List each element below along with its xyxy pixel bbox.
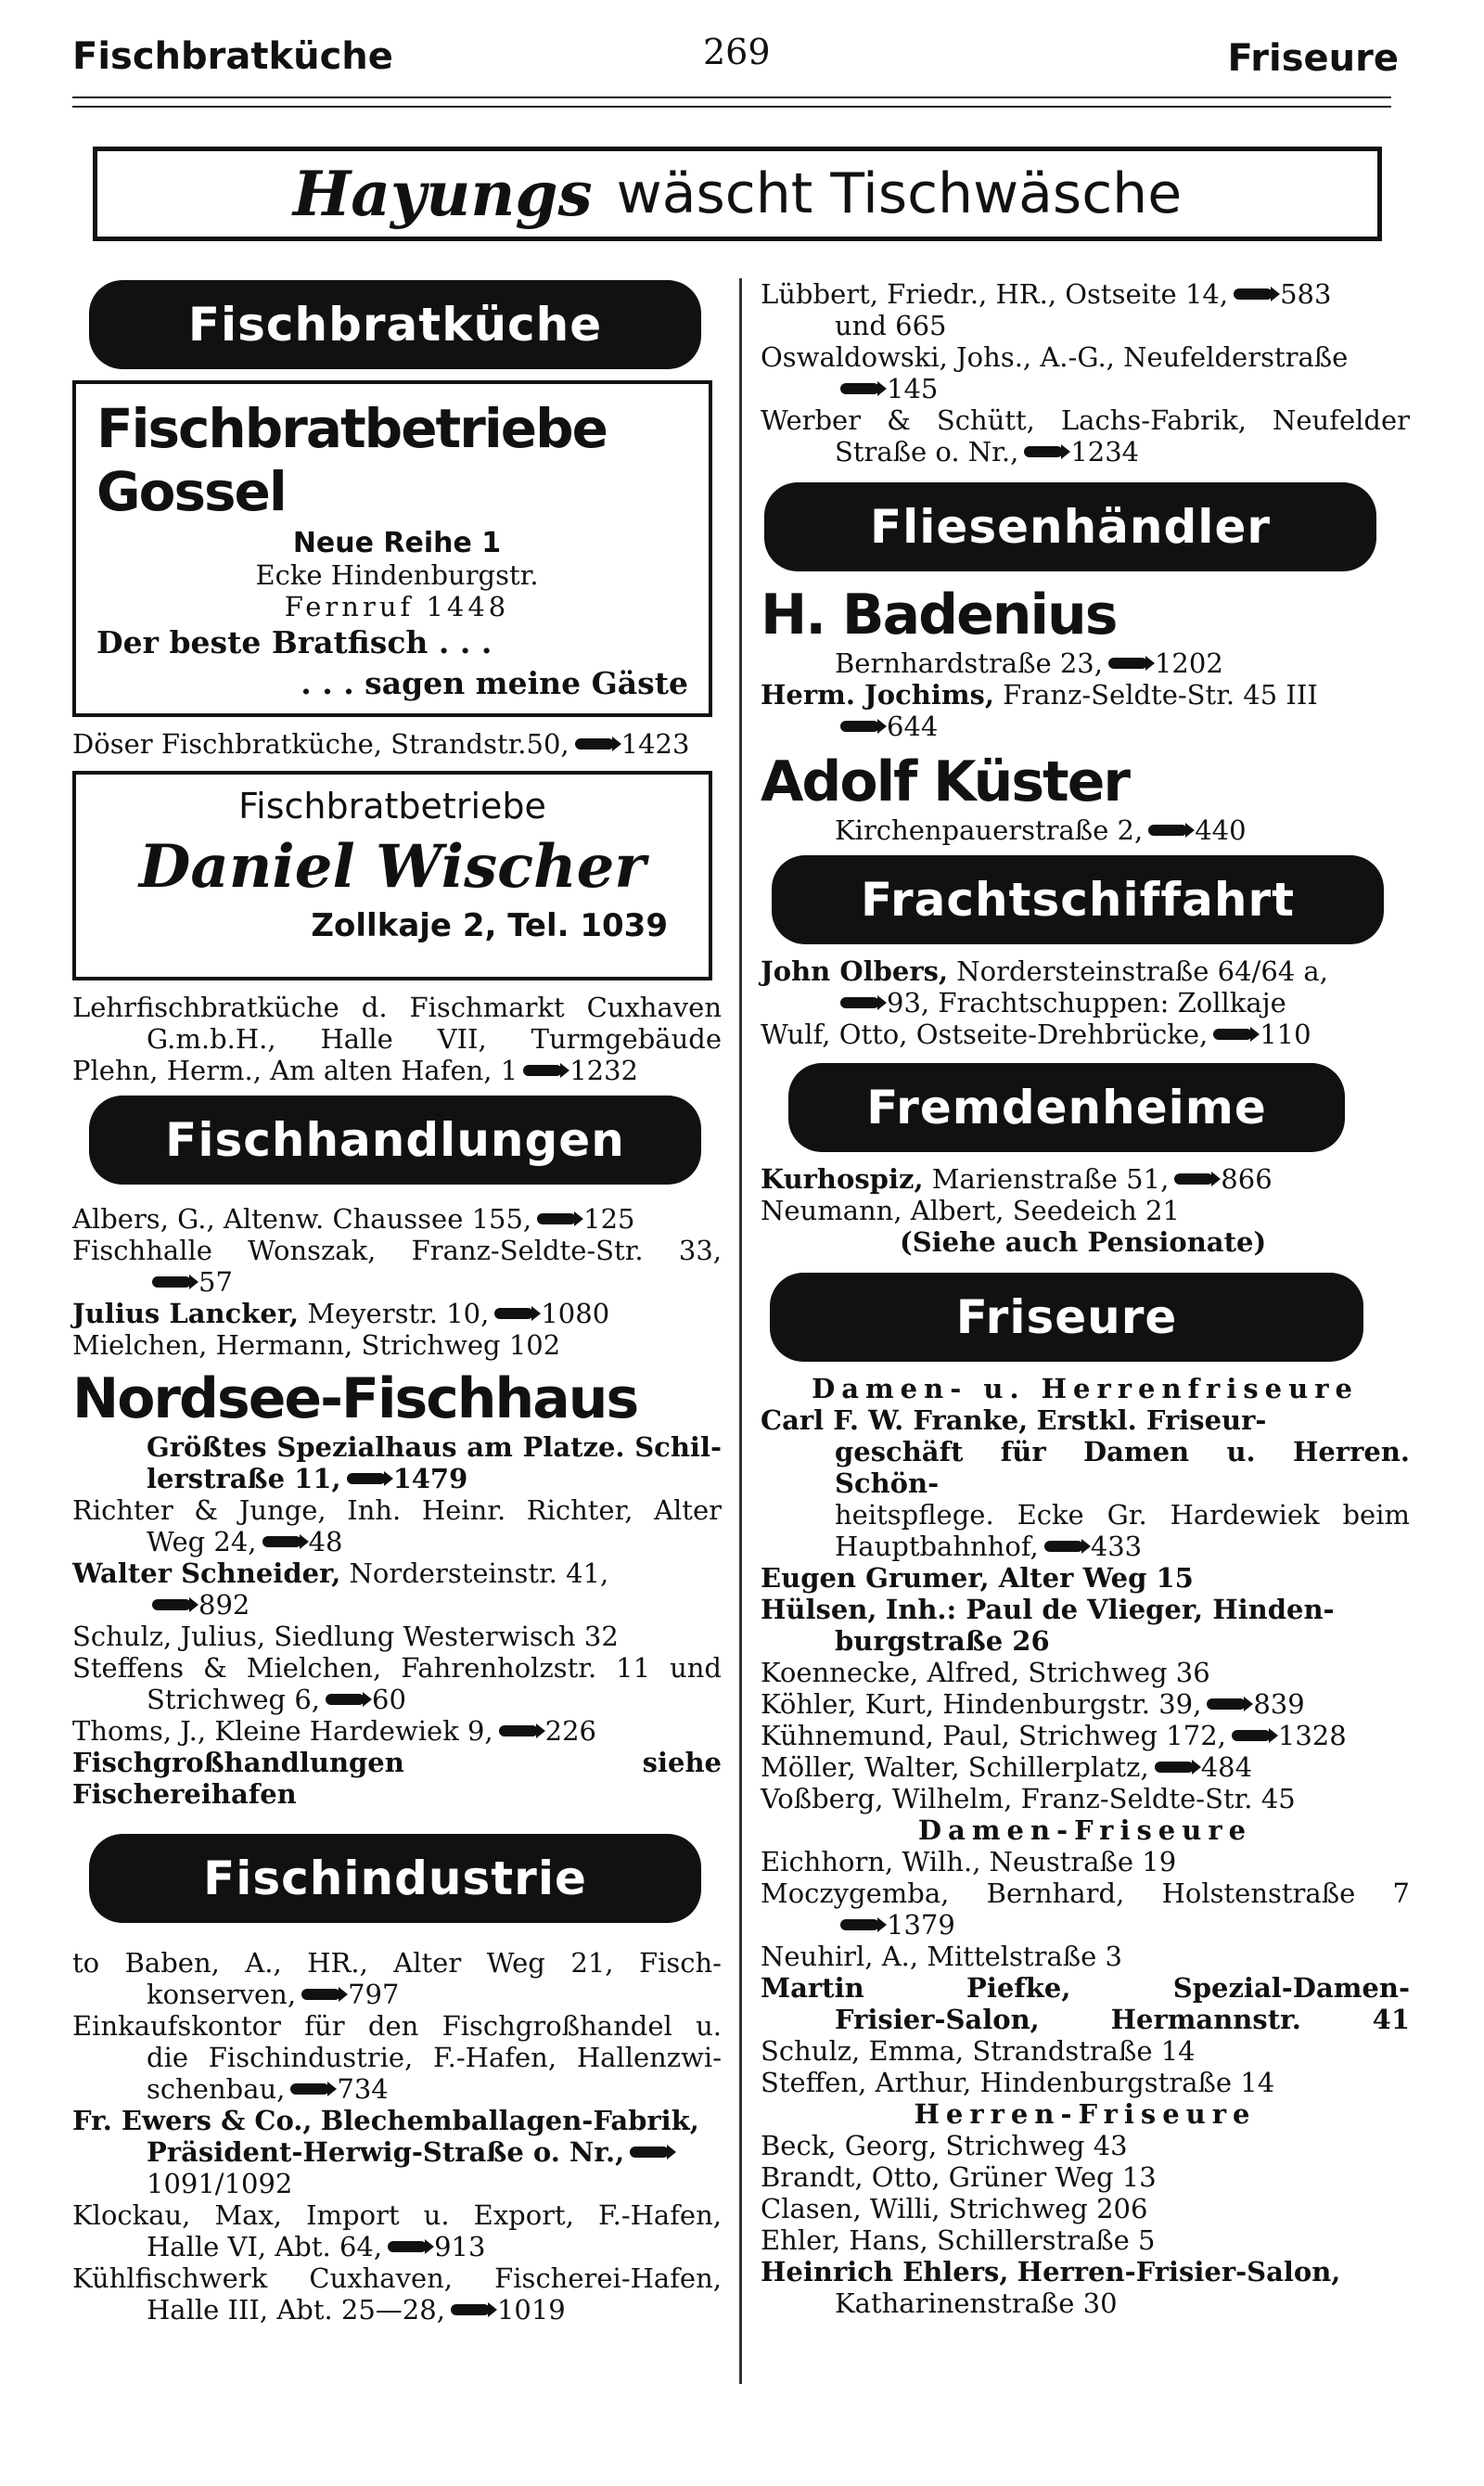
entry-grumer: Eugen Grumer, Alter Weg 15: [761, 1562, 1194, 1594]
phone-icon: [537, 1213, 576, 1224]
entry-ehlers-rest: Herren-Frisier-Salon,: [1017, 2256, 1341, 2287]
entry-neuhirl: Neuhirl, A., Mittelstraße 3: [761, 1941, 1122, 1972]
ad-gossel-street: Neue Reihe 1: [292, 527, 502, 559]
section-heading-fischindustrie: Fischindustrie: [89, 1834, 701, 1923]
entry-wulf-phone: 110: [1260, 1019, 1311, 1050]
entry-wulf: [761, 1019, 1410, 1050]
kuester-street: [761, 814, 1410, 846]
entry-klockau-l1: Klockau, Max, Import u. Export, F.-Hafen,: [72, 2199, 722, 2231]
entry-klockau-phone: 913: [434, 2231, 486, 2262]
entry-huelsen-l2: burgstraße 26: [835, 1625, 1050, 1657]
entry-albers-text: Albers, G., Altenw. Chaussee 155,: [72, 1203, 532, 1235]
section-heading-fremden: Fremdenheime: [788, 1063, 1345, 1152]
entry-moeller-phone: 484: [1200, 1751, 1253, 1783]
phone-icon: [1232, 1730, 1271, 1741]
entry-piefke-l2: Frisier-Salon, Hermannstr. 41: [835, 2004, 1410, 2035]
entry-franke-l1: [761, 1404, 1410, 1436]
kuester-street-text: Kirchenpauerstraße 2,: [835, 814, 1144, 846]
entry-franke-l2: geschäft für Damen u. Herren. Schön-: [835, 1436, 1410, 1499]
phone-icon: [840, 1919, 879, 1930]
entry-kuehl-l1: Kühlfischwerk Cuxhaven, Fischerei-Hafen,: [72, 2262, 722, 2294]
phone-icon: [1044, 1541, 1083, 1552]
entry-doeser-text: Döser Fischbratküche, Strandstr.50,: [72, 728, 569, 760]
nordsee-l1: Größtes Spezialhaus am Platze. Schil-: [147, 1431, 722, 1463]
entry-richter-l2: [72, 1526, 722, 1557]
entry-neumann: Neumann, Albert, Seedeich 21: [761, 1195, 1180, 1226]
entry-schulz-emma: Schulz, Emma, Strandstraße 14: [761, 2035, 1196, 2067]
entry-werber-text: Straße o. Nr.,: [835, 436, 1019, 468]
ad-gossel: [72, 380, 712, 717]
entry-plehn: [72, 1055, 722, 1086]
entry-ehlers-l1: [761, 2256, 1410, 2287]
entry-oswaldowski-l1: Oswaldowski, Johs., A.-G., Neufelderstraße: [761, 341, 1349, 373]
entry-kontor-l1: Einkaufskontor für den Fischgroßhandel u.: [72, 2010, 722, 2042]
section-heading-fischhandlungen: Fischhandlungen: [89, 1096, 701, 1185]
entry-olbers-l2rest: Frachtschuppen: Zollkaje: [938, 987, 1286, 1019]
entry-franke-text: Hauptbahnhof,: [835, 1531, 1039, 1562]
entry-ehler: Ehler, Hans, Schillerstraße 5: [761, 2224, 1156, 2256]
entry-olbers-name: John Olbers,: [761, 955, 949, 987]
entry-klockau-text: Halle VI, Abt. 64,: [147, 2231, 383, 2262]
entry-huelsen-rest: Inh.: Paul de Vlieger, Hinden-: [885, 1594, 1335, 1625]
phone-icon: [1148, 825, 1187, 836]
ad-gossel-corner: Ecke Hindenburgstr.: [255, 559, 539, 591]
ad-gossel-slogan2: . . . sagen meine Gäste: [301, 665, 688, 701]
entry-klockau-l2: [72, 2231, 722, 2262]
entry-mielchen: Mielchen, Hermann, Strichweg 102: [72, 1329, 561, 1361]
entry-schneider-phone: 892: [198, 1589, 250, 1621]
entry-werber-l1: Werber & Schütt, Lachs-Fabrik, Neufelder: [761, 404, 1410, 436]
entry-ewers-rest: Blechemballagen-Fabrik,: [320, 2105, 699, 2136]
entry-kurhospiz-phone: 866: [1221, 1163, 1273, 1195]
entry-kuehnemund-text: Kühnemund, Paul, Strichweg 172,: [761, 1720, 1226, 1751]
entry-schneider-l2: [72, 1589, 722, 1621]
entry-pension-ref: (Siehe auch Pensionate): [900, 1226, 1267, 1258]
entry-franke-name: Carl F. W. Franke,: [761, 1404, 1029, 1436]
ad-gossel-title: Fischbratbetriebe Gossel: [96, 397, 607, 523]
entry-jochims-l2: [761, 711, 1410, 742]
nordsee-l2: [72, 1463, 722, 1494]
phone-icon: [840, 721, 879, 732]
badenius-phone: 1202: [1154, 647, 1223, 679]
phone-icon: [499, 1725, 538, 1736]
phone-icon: [840, 997, 879, 1008]
entry-grosshandlungen: Fischgroßhandlungen siehe Fischereihafen: [72, 1747, 722, 1810]
phone-icon: [262, 1536, 301, 1547]
header-right: Friseure: [1227, 37, 1399, 80]
entry-ewers-l2: [72, 2136, 722, 2168]
entry-plehn-text: Plehn, Herm., Am alten Hafen, 1: [72, 1055, 518, 1086]
entry-beck: Beck, Georg, Strichweg 43: [761, 2130, 1128, 2161]
entry-lancker-rest: Meyerstr. 10,: [307, 1298, 490, 1329]
entry-steffen: Steffen, Arthur, Hindenburgstraße 14: [761, 2067, 1275, 2098]
entry-franke-phone: 433: [1090, 1531, 1143, 1562]
ad-gossel-slogan1: Der beste Bratfisch . . .: [96, 624, 493, 660]
entry-baben-l2: [72, 1979, 722, 2010]
nordsee-street: lerstraße 11,: [147, 1463, 341, 1494]
entry-kuehnemund: [761, 1720, 1410, 1751]
header-rule-top: [72, 96, 1391, 98]
entry-huelsen-name: Hülsen,: [761, 1594, 877, 1625]
entry-thoms-phone: 226: [544, 1715, 597, 1747]
subheading-damen: Damen-Friseure: [917, 1814, 1253, 1846]
subheading-damen-herren: Damen- u. Herrenfriseure: [812, 1373, 1359, 1404]
hayungs-banner: [93, 147, 1382, 241]
entry-kuehl-text: Halle III, Abt. 25—28,: [147, 2294, 445, 2326]
entry-moczygemba-phone: 1379: [887, 1909, 955, 1941]
phone-icon: [1174, 1173, 1213, 1185]
entry-albers-phone: 125: [583, 1203, 635, 1235]
phone-icon: [523, 1065, 562, 1076]
entry-luebbert-l1: [761, 278, 1410, 310]
entry-steffens-l1: Steffens & Mielchen, Fahrenholzstr. 11 und: [72, 1652, 722, 1684]
entry-wonszak-phone: 57: [198, 1266, 233, 1298]
section-heading-fischbratkueche: Fischbratküche: [89, 280, 701, 369]
entry-werber-l2: [761, 436, 1410, 468]
entry-jochims-rest: Franz-Seldte-Str. 45 III: [1003, 679, 1318, 711]
entry-steffens-l2: [72, 1684, 722, 1715]
entry-piefke-l1: Martin Piefke, Spezial-Damen-: [761, 1972, 1410, 2004]
entry-steffens-street: Strichweg 6,: [147, 1684, 321, 1715]
entry-baben-phone: 797: [348, 1979, 400, 2010]
phone-icon: [630, 2146, 669, 2158]
badenius-street: [761, 647, 1410, 679]
entry-baben-text: konserven,: [147, 1979, 297, 2010]
phone-icon: [347, 1473, 386, 1484]
entry-kuehnemund-phone: 1328: [1277, 1720, 1347, 1751]
entry-moczygemba-l2: [761, 1909, 1410, 1941]
phone-icon: [152, 1599, 191, 1610]
kuester-phone: 440: [1195, 814, 1247, 846]
entry-koennecke: Koennecke, Alfred, Strichweg 36: [761, 1657, 1210, 1688]
section-heading-fliesen: Fliesenhändler: [764, 482, 1376, 571]
entry-ewers-l1: [72, 2105, 722, 2136]
section-heading-fracht: Frachtschiffahrt: [772, 855, 1384, 944]
entry-luebbert-text: Lübbert, Friedr., HR., Ostseite 14,: [761, 278, 1229, 310]
entry-oswaldowski-l2: [761, 373, 1410, 404]
entry-schulz: Schulz, Julius, Siedlung Westerwisch 32: [72, 1621, 619, 1652]
entry-wulf-text: Wulf, Otto, Ostseite-Drehbrücke,: [761, 1019, 1209, 1050]
entry-moeller-text: Möller, Walter, Schillerplatz,: [761, 1751, 1149, 1783]
entry-luebbert-phone: 583: [1280, 278, 1332, 310]
left-column: [72, 278, 722, 2326]
subheading-herren: Herren-Friseure: [914, 2098, 1257, 2130]
header-left: Fischbratküche: [72, 35, 393, 78]
entry-kuehl-phone: 1019: [496, 2294, 566, 2326]
phone-icon: [575, 738, 614, 750]
entry-ewers-name: Fr. Ewers & Co.,: [72, 2105, 313, 2136]
entry-richter-phone: 48: [308, 1526, 343, 1557]
entry-koehler: [761, 1688, 1410, 1720]
column-divider: [739, 278, 742, 2384]
entry-ehlers-l2: Katharinenstraße 30: [835, 2287, 1118, 2319]
entry-kuehl-l2: [72, 2294, 722, 2326]
phone-icon: [301, 1989, 340, 2000]
phone-icon: [494, 1308, 533, 1319]
nordsee-title: Nordsee-Fischhaus: [72, 1366, 638, 1431]
entry-huelsen-l1: [761, 1594, 1410, 1625]
entry-kurhospiz-rest: Marienstraße 51,: [931, 1163, 1170, 1195]
entry-richter-l1: Richter & Junge, Inh. Heinr. Richter, Alter: [72, 1494, 722, 1526]
entry-albers: [72, 1203, 722, 1235]
entry-franke-l3: heitspflege. Ecke Gr. Hardewiek beim: [835, 1499, 1410, 1531]
entry-lancker: [72, 1298, 722, 1329]
banner-text: wäscht Tischwäsche: [616, 161, 1183, 226]
entry-olbers-rest: Nordersteinstraße 64/64 a,: [956, 955, 1328, 987]
entry-olbers-phone: 93,: [887, 987, 930, 1019]
entry-schneider: [72, 1557, 722, 1589]
entry-jochims-phone: 644: [887, 711, 939, 742]
entry-eichhorn: Eichhorn, Wilh., Neustraße 19: [761, 1846, 1177, 1877]
entry-moczygemba-l1: Moczygemba, Bernhard, Holstenstraße 7: [761, 1877, 1410, 1909]
phone-icon: [840, 383, 879, 394]
entry-kontor-phone: 734: [337, 2073, 389, 2105]
entry-doeser: [72, 728, 722, 760]
entry-ewers-l3: 1091/1092: [147, 2168, 293, 2199]
entry-schneider-rest: Nordersteinstr. 41,: [349, 1557, 609, 1589]
entry-thoms: [72, 1715, 722, 1747]
page-number: 269: [703, 32, 771, 72]
phone-icon: [326, 1694, 365, 1705]
entry-schneider-name: Walter Schneider,: [72, 1557, 341, 1589]
phone-icon: [1024, 446, 1063, 457]
entry-clasen: Clasen, Willi, Strichweg 206: [761, 2193, 1148, 2224]
right-column: [761, 278, 1410, 2319]
phone-icon: [1207, 1698, 1246, 1710]
entry-kontor-text: schenbau,: [147, 2073, 286, 2105]
entry-werber-phone: 1234: [1070, 436, 1140, 468]
running-head: [72, 28, 1399, 80]
ad-wischer: [72, 771, 712, 980]
header-rule-bottom: [72, 106, 1391, 108]
phone-icon: [1108, 658, 1147, 669]
phone-icon: [152, 1276, 191, 1288]
section-heading-friseure: Friseure: [770, 1273, 1363, 1362]
entry-richter-street: Weg 24,: [147, 1526, 257, 1557]
phone-icon: [451, 2304, 490, 2315]
entry-franke-rest: Erstkl. Friseur-: [1036, 1404, 1267, 1436]
entry-lancker-phone: 1080: [541, 1298, 610, 1329]
phone-icon: [290, 2083, 329, 2095]
entry-lehr-l1: Lehrfischbratküche d. Fischmarkt Cuxhaven: [72, 992, 722, 1023]
entry-luebbert-l2: und 665: [835, 310, 947, 341]
phone-icon: [1213, 1029, 1252, 1040]
badenius-street-text: Bernhardstraße 23,: [835, 647, 1103, 679]
entry-wonszak-l1: Fischhalle Wonszak, Franz-Seldte-Str. 33,: [72, 1235, 722, 1266]
entry-thoms-text: Thoms, J., Kleine Hardewiek 9,: [72, 1715, 493, 1747]
entry-kurhospiz: [761, 1163, 1410, 1195]
ad-wischer-line1: Fischbratbetriebe: [238, 786, 546, 827]
entry-franke-l4: [761, 1531, 1410, 1562]
phone-icon: [1234, 288, 1273, 300]
nordsee-phone: 1479: [392, 1463, 468, 1494]
entry-moeller: [761, 1751, 1410, 1783]
entry-wonszak-l2: [72, 1266, 722, 1298]
entry-vossberg: Voßberg, Wilhelm, Franz-Seldte-Str. 45: [761, 1783, 1296, 1814]
entry-ewers-street: Präsident-Herwig-Straße o. Nr.,: [147, 2136, 625, 2168]
entry-ehlers-name: Heinrich Ehlers,: [761, 2256, 1009, 2287]
entry-kurhospiz-name: Kurhospiz,: [761, 1163, 924, 1195]
entry-plehn-phone: 1232: [569, 1055, 638, 1086]
entry-lehr-l2: G.m.b.H., Halle VII, Turmgebäude: [147, 1023, 722, 1055]
phone-icon: [1155, 1762, 1194, 1773]
ad-wischer-name: Daniel Wischer: [138, 832, 646, 902]
entry-doeser-phone: 1423: [620, 728, 690, 760]
banner-brand: Hayungs: [292, 158, 593, 230]
phone-icon: [388, 2241, 427, 2252]
entry-lancker-name: Julius Lancker,: [72, 1298, 300, 1329]
entry-kontor-l3: [72, 2073, 722, 2105]
entry-koehler-text: Köhler, Kurt, Hindenburgstr. 39,: [761, 1688, 1202, 1720]
entry-kontor-l2: die Fischindustrie, F.-Hafen, Hallenzwi-: [147, 2042, 722, 2073]
entry-koehler-phone: 839: [1253, 1688, 1305, 1720]
ad-gossel-phone: Fernruf 1448: [284, 591, 510, 622]
entry-oswaldowski-phone: 145: [887, 373, 939, 404]
entry-baben-l1: to Baben, A., HR., Alter Weg 21, Fisch-: [72, 1947, 722, 1979]
entry-jochims: [761, 679, 1410, 711]
entry-olbers-l2: [761, 987, 1410, 1019]
entry-brandt: Brandt, Otto, Grüner Weg 13: [761, 2161, 1157, 2193]
entry-olbers: [761, 955, 1410, 987]
entry-steffens-phone: 60: [372, 1684, 406, 1715]
entry-jochims-name: Herm. Jochims,: [761, 679, 994, 711]
badenius-title: H. Badenius: [761, 583, 1117, 647]
ad-wischer-address: Zollkaje 2, Tel. 1039: [311, 907, 668, 944]
kuester-title: Adolf Küster: [761, 750, 1129, 814]
